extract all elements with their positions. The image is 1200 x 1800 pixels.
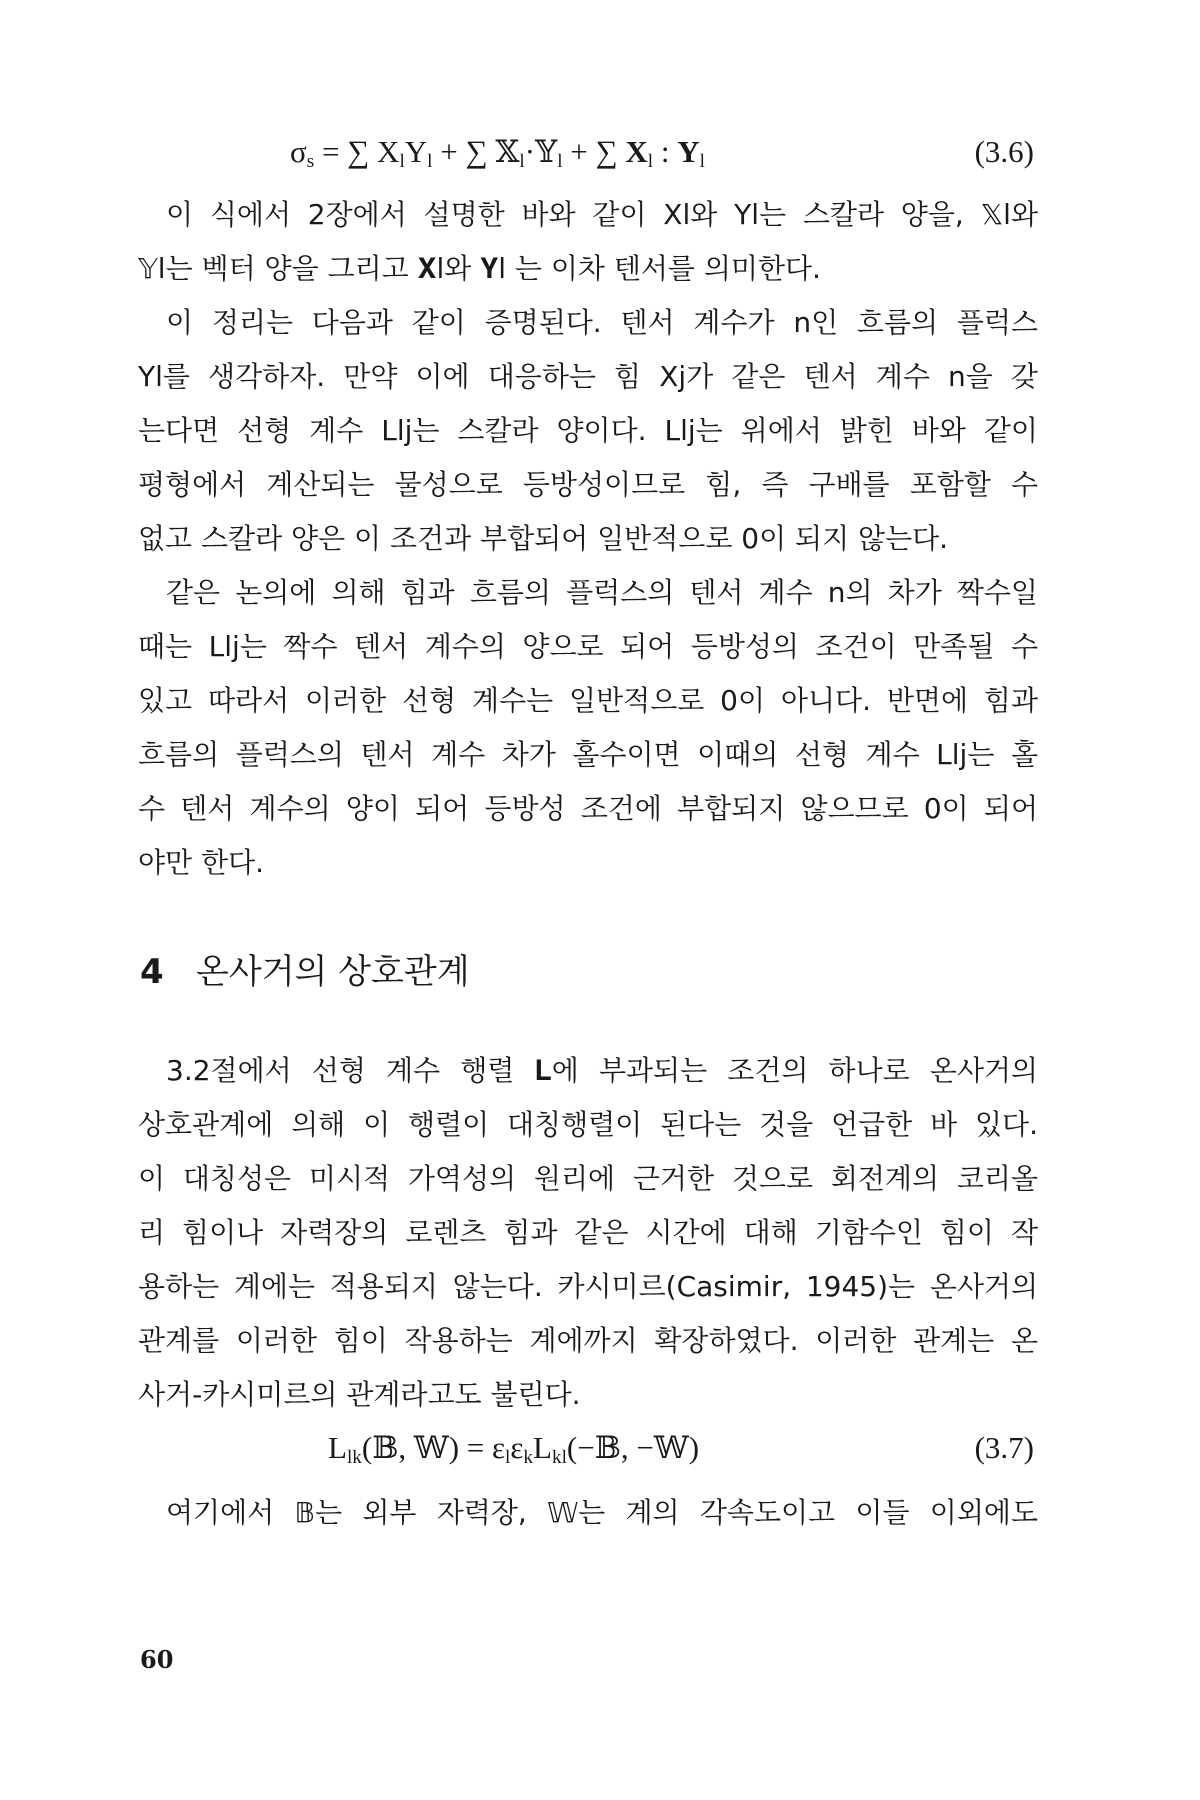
- text-line: 이 대칭성은 미시적 가역성의 원리에 근거한 것으로 회전계의 코리올: [138, 1162, 1038, 1195]
- text-line: 리 힘이나 자력장의 로렌츠 힘과 같은 시간에 대해 기함수인 힘이 작: [138, 1216, 1038, 1249]
- section-heading: [140, 950, 470, 994]
- paragraph-2: [138, 296, 1038, 566]
- section-number: 4: [140, 952, 164, 992]
- text-line: 평형에서 계산되는 물성으로 등방성이므로 힘, 즉 구배를 포함할 수: [138, 468, 1038, 501]
- paragraph-1: [138, 188, 1038, 296]
- text-line: 수 텐서 계수의 양이 되어 등방성 조건에 부합되지 않으므로 0이 되어: [138, 792, 1038, 825]
- equation-number: (3.6): [974, 134, 1034, 169]
- text-line: 같은 논의에 의해 힘과 흐름의 플럭스의 텐서 계수 n의 차가 짝수일: [166, 576, 1038, 609]
- text-line: 3.2절에서 선형 계수 행렬 𝐋에 부과되는 조건의 하나로 온사거의: [166, 1054, 1038, 1087]
- text-line: 야만 한다.: [138, 846, 264, 879]
- section-title: 온사거의 상호관계: [196, 952, 470, 992]
- paragraph-3: [138, 566, 1038, 890]
- text-line: 때는 Llj는 짝수 텐서 계수의 양으로 되어 등방성의 조건이 만족될 수: [138, 630, 1038, 663]
- page-number: 60: [140, 1645, 174, 1674]
- text-line: 상호관계에 의해 이 행렬이 대칭행렬이 된다는 것을 언급한 바 있다.: [138, 1108, 1038, 1141]
- equation-expression: $\sigma_s$ = ∑ $X_lY_l$ + ∑ 𝕏$_l$·𝕐$_l$ + ∑ $X_l$ : $Y_l$: [290, 134, 705, 172]
- paragraph-4: [138, 1044, 1038, 1422]
- text-line: Yl를 생각하자. 만약 이에 대응하는 힘 Xj가 같은 텐서 계수 n을 갖: [138, 360, 1038, 393]
- text-line: 여기에서 𝔹는 외부 자력장, 𝕎는 계의 각속도이고 이들 이외에도: [166, 1496, 1038, 1529]
- text-line: 𝕐l는 벡터 양을 그리고 𝐗l와 𝐘l 는 이차 텐서를 의미한다.: [138, 252, 821, 285]
- text-line: 관계를 이러한 힘이 작용하는 계에까지 확장하였다. 이러한 관계는 온: [138, 1324, 1038, 1357]
- equation-number: (3.7): [974, 1430, 1034, 1465]
- text-line: 용하는 계에는 적용되지 않는다. 카시미르(Casimir, 1945)는 온사거의: [138, 1270, 1038, 1303]
- text-line: 이 정리는 다음과 같이 증명된다. 텐서 계수가 n인 흐름의 플럭스: [166, 306, 1038, 339]
- text-line: 없고 스칼라 양은 이 조건과 부합되어 일반적으로 0이 되지 않는다.: [138, 522, 949, 555]
- text-line: 있고 따라서 이러한 선형 계수는 일반적으로 0이 아니다. 반면에 힘과: [138, 684, 1038, 717]
- text-line: 사거-카시미르의 관계라고도 불린다.: [138, 1378, 581, 1411]
- equation-expression: $L_{lk}(𝔹$, 𝕎) = $\varepsilon_l\varepsilon_kL_{kl}(-𝔹$, −𝕎): [328, 1430, 700, 1468]
- text-line: 흐름의 플럭스의 텐서 계수 차가 홀수이면 이때의 선형 계수 Llj는 홀: [138, 738, 1038, 771]
- text-line: 는다면 선형 계수 Llj는 스칼라 양이다. Llj는 위에서 밝힌 바와 같이: [138, 414, 1038, 447]
- text-line: 이 식에서 2장에서 설명한 바와 같이 Xl와 Yl는 스칼라 양을, 𝕏l와: [166, 198, 1038, 231]
- paragraph-5: [138, 1486, 1038, 1540]
